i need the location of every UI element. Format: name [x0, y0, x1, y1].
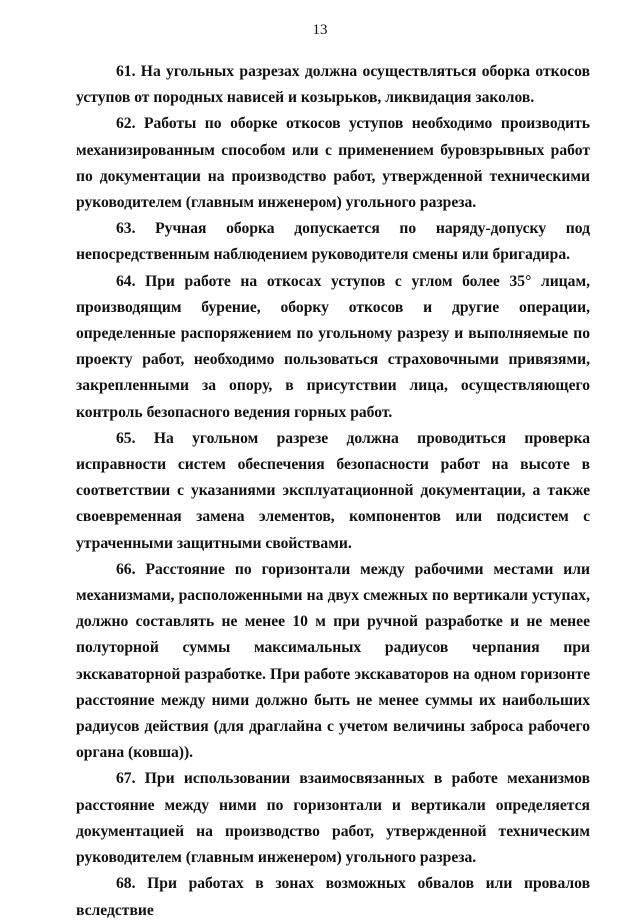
paragraph-67: 67. При использовании взаимосвязанных в работе механизмов расстояние между ними по горизонтали и вертикали определяется документацией на производство работ, утвержденной техническим руководителем (главным инженером) угольного разреза.: [76, 770, 590, 867]
paragraph-64: 64. При работе на откосах уступов с углом более 35° лицам, производящим бурение, оборку откосов и другие операции, определенные распоряжением по угольному разрезу и выполняемые по проекту работ, необходимо пользоваться страховочными привязями, закрепленными за опору, в присутствии лица, осуществляющего контроль безопасного ведения горных работ.: [76, 272, 590, 421]
paragraph-63: 63. Ручная оборка допускается по наряду-допуску под непосредственным наблюдением руководителя смены или бригадира.: [76, 220, 590, 264]
paragraph-62: 62. Работы по оборке откосов уступов необходимо производить механизированным способом или с применением буровзрывных работ по документации на производство работ, утвержденной техническими руководителем (главным инженером) угольного разреза.: [76, 115, 590, 212]
document-body: [76, 59, 590, 924]
paragraph-65: 65. На угольном разрезе должна проводиться проверка исправности систем обеспечения безопасности работ на высоте в соответствии с указаниями эксплуатационной документации, а также своевременная замена элементов, компонентов или подсистем с утраченными защитными свойствами.: [76, 429, 590, 552]
paragraph-66: 66. Расстояние по горизонтали между рабочими местами или механизмами, расположенными на двух смежных по вертикали уступах, должно составлять не менее 10 м при ручной разработке и не менее полуторной суммы максимальных радиусов черпания при экскаваторной разработке. При работе экскаваторов на одном горизонте расстояние между ними должно быть не менее суммы их наибольших радиусов действия (для драглайна с учетом величины заброса рабочего органа (ковша)).: [76, 560, 590, 762]
paragraph-61: 61. На угольных разрезах должна осуществляться оборка откосов уступов от породных нависей и козырьков, ликвидация заколов.: [76, 63, 590, 107]
paragraph-68: 68. При работах в зонах возможных обвалов или провалов вследствие: [76, 875, 590, 919]
page-number: 13: [312, 22, 328, 38]
